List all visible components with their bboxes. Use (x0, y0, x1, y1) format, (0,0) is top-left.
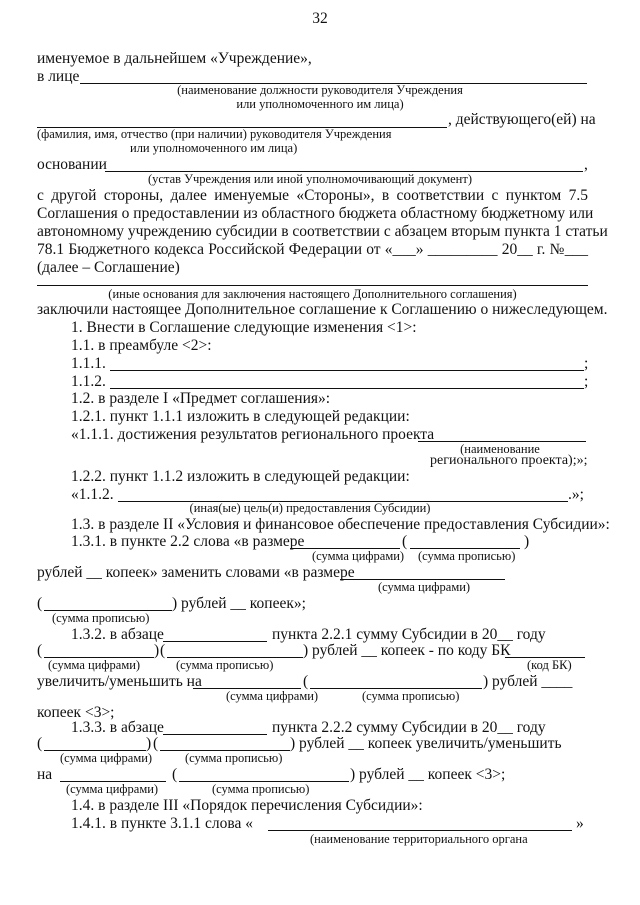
text-line: 1.1.2. (71, 373, 106, 390)
caption: (сумма прописью) (176, 658, 274, 672)
text-line: 1.2. в разделе I «Предмет соглашения»: (71, 390, 331, 407)
text-line: в лице (37, 68, 80, 85)
text-line: ) рублей __ копеек <3>; (350, 766, 506, 783)
text-line: 1.3. в разделе II «Условия и финансовое обеспечение предоставления Субсидии»: (71, 516, 610, 533)
text-line: , (584, 156, 588, 173)
text-line: ) (524, 533, 530, 550)
text-line: 1.3.2. в абзаце (71, 626, 164, 643)
blank-line (268, 830, 572, 831)
caption: (сумма цифрами) (60, 751, 153, 765)
caption: (наименование (460, 442, 540, 456)
blank-line (163, 734, 267, 735)
caption: (наименование должности руководителя Учреждения (177, 83, 463, 97)
text-line: на (37, 766, 53, 783)
text-line: ( (153, 735, 159, 752)
caption: (сумма прописью) (362, 689, 460, 703)
text-line: , действующего(ей) на (448, 111, 596, 128)
caption: (сумма прописью) (185, 751, 283, 765)
text-line: ) рублей __ копеек увеличить/уменьшить (290, 735, 562, 752)
text-line: ) рублей __ копеек»; (172, 595, 306, 612)
page-number: 32 (312, 10, 328, 27)
caption: (сумма прописью) (52, 611, 150, 625)
text-line: с другой стороны, далее именуемые «Стороны», в соответствии с пунктом 7.5 (37, 187, 588, 204)
text-line: основании (37, 156, 107, 173)
caption: (наименование территориального органа (310, 832, 528, 846)
text-line: 1. Внести в Соглашение следующие изменения <1>: (71, 319, 417, 336)
text-line: заключили настоящее Дополнительное соглашение к Соглашению о нижеследующем. (37, 301, 608, 318)
text-line: 1.1. в преамбуле <2>: (71, 337, 212, 354)
caption: (устав Учреждения или иной уполномочивающий документ) (148, 172, 472, 186)
text-line: ( (37, 595, 43, 612)
text-line: 1.1.1. (71, 355, 106, 372)
blank-line (110, 370, 584, 371)
caption: (сумма цифрами) (378, 580, 471, 594)
text-line: пункта 2.2.2 сумму Субсидии в 20__ году (272, 719, 546, 736)
text-line: ( (402, 533, 408, 550)
text-line: » (576, 815, 584, 832)
text-line: ; (584, 373, 589, 390)
text-line: «1.1.1. достижения результатов регионального проекта (71, 426, 435, 443)
text-line: ) (146, 735, 152, 752)
caption: (сумма цифрами) (48, 658, 141, 672)
text-line: ( (172, 766, 178, 783)
text-line: 1.4. в разделе III «Порядок перечисления Субсидии»: (71, 797, 423, 814)
blank-line (110, 388, 584, 389)
text-line: ( (160, 642, 166, 659)
caption: (сумма прописью) (212, 782, 310, 796)
text-line: 78.1 Бюджетного кодекса Российской Федерации от «___» _________ 20__ г. №___ (37, 241, 588, 258)
caption: или уполномоченного им лица) (130, 141, 298, 155)
caption: (код БК) (527, 658, 572, 672)
text-line: копеек <3>; (37, 704, 115, 721)
text-line: ( (37, 642, 43, 659)
text-line: «1.1.2. (71, 486, 114, 503)
text-line: именуемое в дальнейшем «Учреждение», (37, 50, 312, 67)
text-line: 1.3.1. в пункте 2.2 слова «в размере (71, 533, 305, 550)
text-line: автономному учреждению субсидии в соответствии с абзацем вторым пункта 1 статьи (37, 223, 608, 240)
text-line: пункта 2.2.1 сумму Субсидии в 20__ году (272, 626, 546, 643)
text-line: ( (303, 673, 309, 690)
caption: (сумма цифрами) (312, 549, 405, 563)
text-line: 1.2.1. пункт 1.1.1 изложить в следующей редакции: (71, 408, 410, 425)
text-line: 1.4.1. в пункте 3.1.1 слова « (71, 815, 253, 832)
text-line: 1.2.2. пункт 1.1.2 изложить в следующей редакции: (71, 468, 410, 485)
caption: (иная(ые) цель(и) предоставления Субсидии) (189, 501, 431, 515)
text-line: 1.3.3. в абзаце (71, 719, 164, 736)
caption: (сумма прописью) (418, 549, 516, 563)
text-line: (далее – Соглашение) (37, 259, 180, 276)
text-line: увеличить/уменьшить на (37, 673, 202, 690)
text-line: ; (584, 355, 589, 372)
caption: (иные основания для заключения настоящего Дополнительного соглашения) (108, 287, 517, 301)
caption: (фамилия, имя, отчество (при наличии) руководителя Учреждения (37, 127, 392, 141)
text-line: рублей __ копеек» заменить словами «в размере (37, 564, 355, 581)
caption: (сумма цифрами) (66, 782, 159, 796)
text-line: ) рублей ____ (483, 673, 573, 690)
text-line: ( (37, 735, 43, 752)
caption: регионального проекта);»; (430, 453, 588, 468)
text-line: ) рублей __ копеек - по коду БК (303, 642, 511, 659)
caption: (сумма цифрами) (226, 689, 319, 703)
caption: или уполномоченного им лица) (236, 97, 404, 111)
text-line: Соглашения о предоставлении из областного бюджета областному бюджетному или (37, 205, 594, 222)
text-line: ) (154, 642, 160, 659)
blank-line (163, 641, 267, 642)
blank-line (37, 285, 588, 286)
text-line: .»; (568, 486, 584, 503)
